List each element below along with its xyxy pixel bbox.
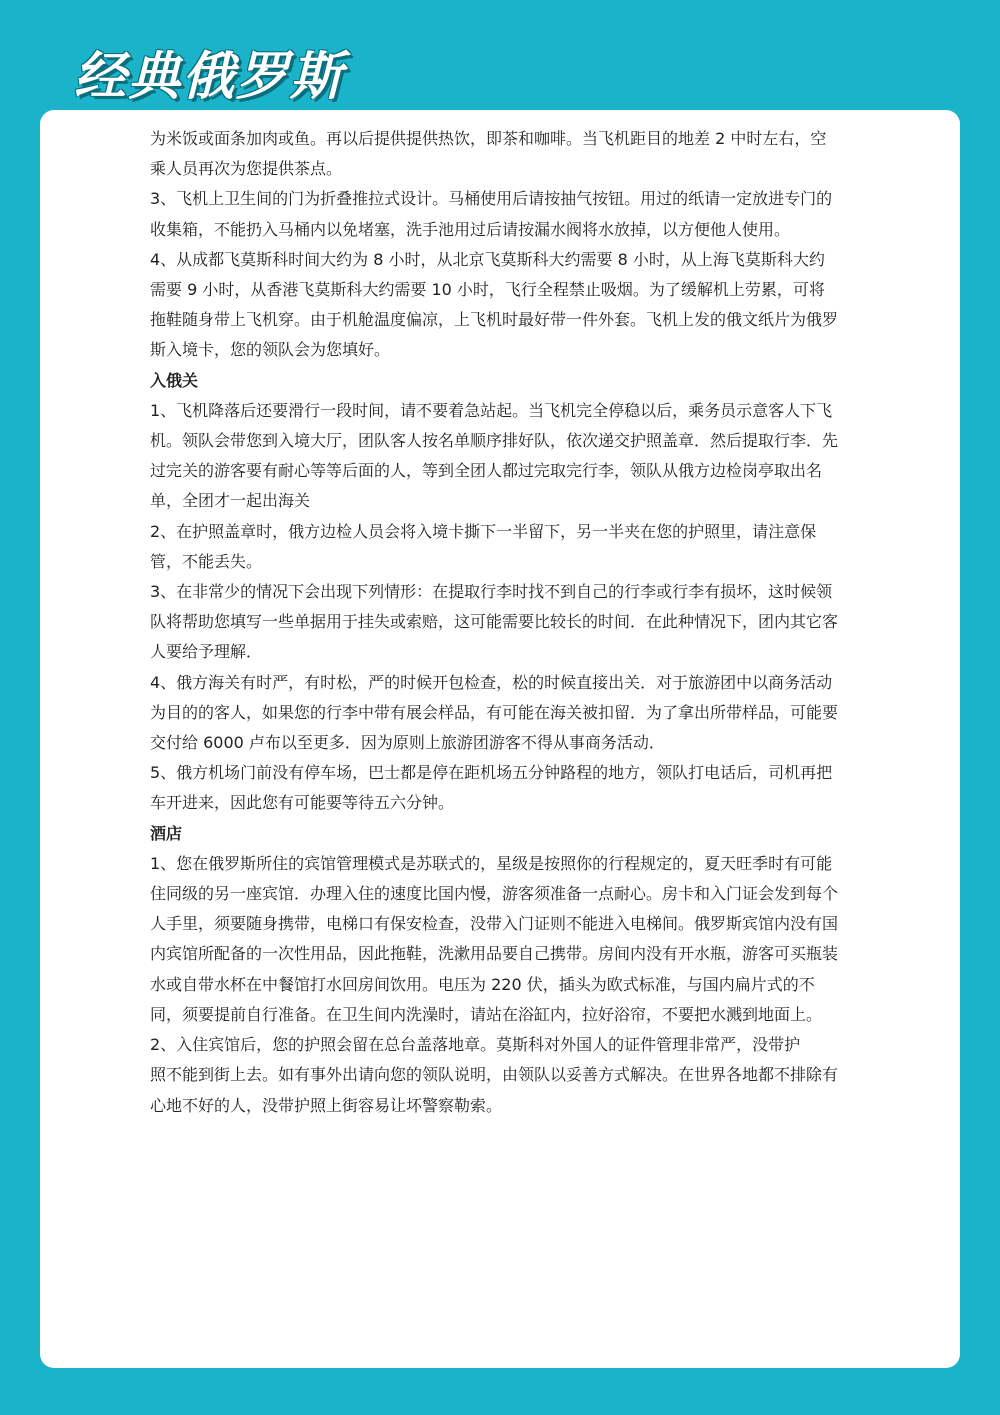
paragraph: 1、您在俄罗斯所住的宾馆管理模式是苏联式的，星级是按照你的行程规定的，夏天旺季时有可能住同级的另一座宾馆．办理入住的速度比国内慢，游客须准备一点耐心。房卡和入门证会发到每个人手里，须要随身携带，电梯口有保安检查，没带入门证则不能进入电梯间。俄罗斯宾馆内没有国内宾馆所配备的一次性用品，因此拖鞋，洗漱用品要自己携带。房间内没有开水瓶，游客可买瓶装水或自带水杯在中餐馆打水回房间饮用。电压为 220 伏，插头为欧式标准，与国内扁片式的不同，须要提前自行准备。在卫生间内洗澡时，请站在浴缸内，拉好浴帘，不要把水溅到地面上。 bbox=[150, 853, 839, 1024]
paragraph: 照不能到街上去。如有事外出请向您的领队说明，由领队以妥善方式解决。在世界各地都不排除有心地不好的人，没带护照上街容易让坏警察勒索。 bbox=[150, 1065, 839, 1115]
paragraph: 3、在非常少的情况下会出现下列情形：在提取行李时找不到自己的行李或行李有损坏，这时候领队将帮助您填写一些单据用于挂失或索赔，这可能需要比较长的时间．在此种情况下，团内其它客人要给予理解． bbox=[150, 582, 839, 662]
paragraph: 4、从成都飞莫斯科时间大约为 8 小时，从北京飞莫斯科大约需要 8 小时，从上海飞莫斯科大约需要 9 小时，从香港飞莫斯科大约需要 10 小时，飞行全程禁止吸烟。为了缓解机上劳累，可将拖鞋随身带上飞机穿。由于机舱温度偏凉，上飞机时最好带一件外套。飞机上发的俄文纸片为俄罗斯入境卡，您的领队会为您填好。 bbox=[150, 249, 839, 360]
paragraph: 为米饭或面条加肉或鱼。再以后提供提供热饮，即茶和咖啡。当飞机距目的地差 2 中时左右，空乘人员再次为您提供茶点。 bbox=[150, 129, 827, 179]
page-title: 经典俄罗斯 bbox=[74, 47, 345, 107]
paragraph: 1、飞机降落后还要滑行一段时间，请不要着急站起。当飞机完全停稳以后，乘务员示意客人下飞机。领队会带您到入境大厅，团队客人按名单顺序排好队，依次递交护照盖章．然后提取行李．先过完关的游客要有耐心等等后面的人，等到全团人都过完取完行李，领队从俄方边检岗亭取出名单，全团才一起出海关 bbox=[150, 400, 839, 511]
paragraph: 2、入住宾馆后，您的护照会留在总台盖落地章。莫斯科对外国人的证件管理非常严，没带护 bbox=[150, 1035, 801, 1055]
paragraph: 5、俄方机场门前没有停车场，巴士都是停在距机场五分钟路程的地方，领队打电话后，司机再把车开进来，因此您有可能要等待五六分钟。 bbox=[150, 763, 833, 813]
paragraph: 4、俄方海关有时严，有时松，严的时候开包检查，松的时候直接出关．对于旅游团中以商务活动为目的的客人，如果您的行李中带有展会样品，有可能在海关被扣留．为了拿出所带样品，可能要交付给 6000 卢布以至更多．因为原则上旅游团游客不得从事商务活动． bbox=[150, 672, 839, 753]
section-heading-customs: 入俄关 bbox=[150, 370, 199, 390]
paragraph: 2、在护照盖章时，俄方边检人员会将入境卡撕下一半留下，另一半夹在您的护照里，请注意保管，不能丢失。 bbox=[150, 521, 817, 571]
paragraph: 3、飞机上卫生间的门为折叠推拉式设计。马桶使用后请按抽气按钮。用过的纸请一定放进专门的收集箱，不能扔入马桶内以免堵塞，洗手池用过后请按漏水阀将水放掉，以方便他人使用。 bbox=[150, 189, 833, 239]
section-heading-hotel: 酒店 bbox=[150, 823, 183, 843]
content-card bbox=[40, 110, 960, 1368]
